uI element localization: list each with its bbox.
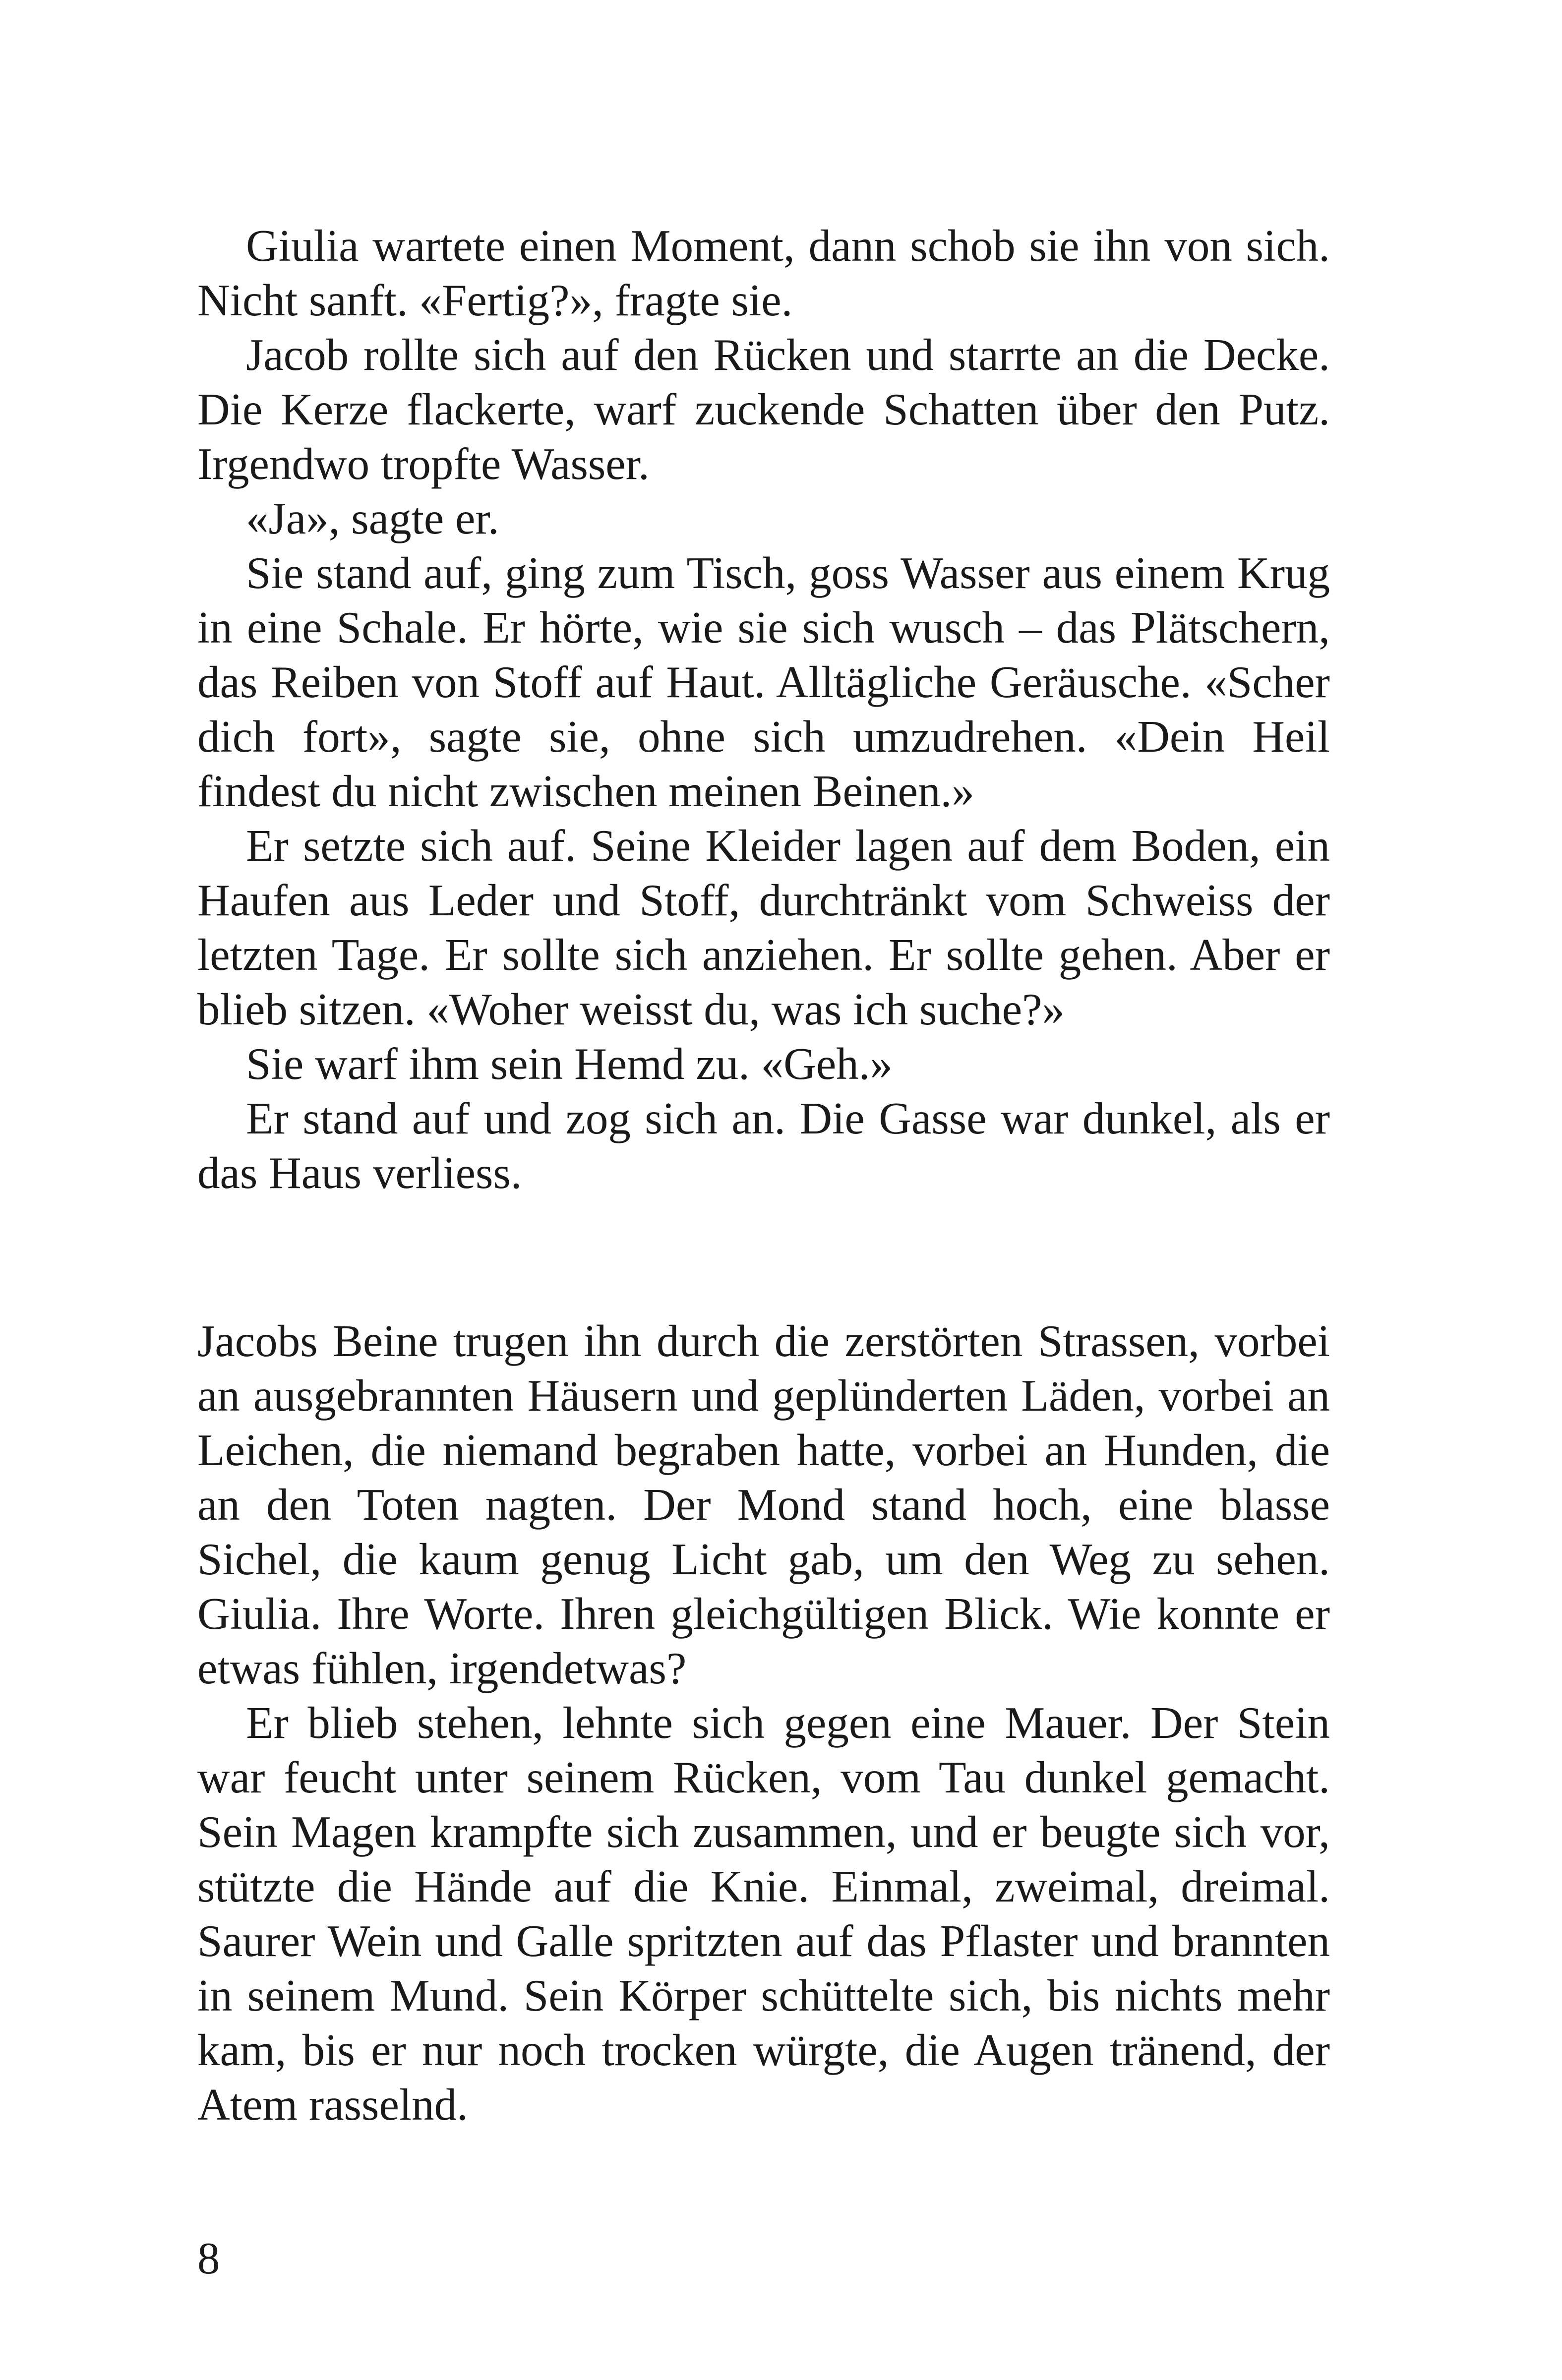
paragraph: «Ja», sagte er. <box>246 493 499 543</box>
page-number: 8 <box>197 2233 220 2283</box>
paragraph: Sie stand auf, ging zum Tisch, goss Wasser aus einem Krug in eine Schale. Er hörte, wie sie sich wusch – das Plätschern, das Reiben von Stoff auf Haut. Alltägliche Geräusche. «Scher dich fort», sagte sie, ohne sich umzudrehen. «Dein Heil findest du nicht zwischen meinen Beinen.» <box>197 548 1330 816</box>
paragraph: Er setzte sich auf. Seine Kleider lagen auf dem Boden, ein Haufen aus Leder und Stoff, durchtränkt vom Schweiss der letzten Tage. Er sollte sich anziehen. Er sollte gehen. Aber er blieb sitzen. «Woher weisst du, was ich suche?» <box>197 821 1330 1034</box>
paragraph: Jacobs Beine trugen ihn durch die zerstörten Strassen, vorbei an ausgebrannten Häusern und geplünderten Läden, vorbei an Leichen, die niemand begraben hatte, vorbei an Hunden, die an den Toten nagten. Der Mond stand hoch, eine blasse Sichel, die kaum genug Licht gab, um den Weg zu sehen. Giulia. Ihre Worte. Ihren gleichgültigen Blick. Wie konnte er etwas fühlen, irgendetwas? <box>197 1316 1330 1693</box>
paragraph: Sie warf ihm sein Hemd zu. «Geh.» <box>246 1039 893 1089</box>
paragraph: Jacob rollte sich auf den Rücken und starrte an die Decke. Die Kerze flackerte, warf zuckende Schatten über den Putz. Irgendwo tropfte Wasser. <box>197 330 1330 489</box>
text-section-1 <box>197 219 1330 1200</box>
text-section-2 <box>197 1314 1330 2132</box>
paragraph: Er stand auf und zog sich an. Die Gasse war dunkel, als er das Haus verliess. <box>197 1093 1330 1198</box>
paragraph: Er blieb stehen, lehnte sich gegen eine Mauer. Der Stein war feucht unter seinem Rücken, vom Tau dunkel gemacht. Sein Magen krampfte sich zusammen, und er beugte sich vor, stützte die Hände auf die Knie. Einmal, zweimal, dreimal. Saurer Wein und Galle spritzten auf das Pflaster und brannten in seinem Mund. Sein Körper schüttelte sich, bis nichts mehr kam, bis er nur noch trocken würgte, die Augen tränend, der Atem rasselnd. <box>197 1698 1330 2130</box>
paragraph: Giulia wartete einen Moment, dann schob sie ihn von sich. Nicht sanft. «Fertig?», fragte sie. <box>197 221 1330 325</box>
